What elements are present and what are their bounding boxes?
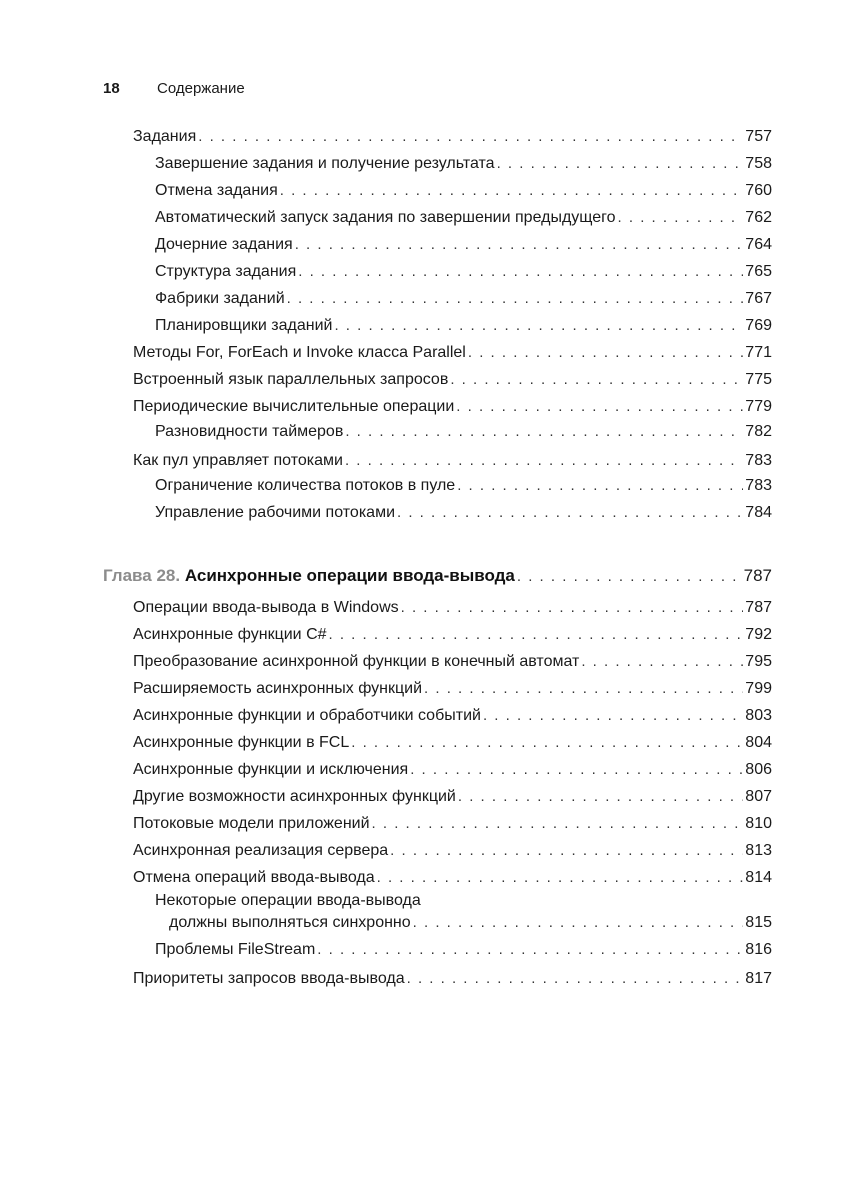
dot-leader [413,912,744,934]
toc-entry[interactable] [155,315,772,337]
toc-entry[interactable] [155,153,772,175]
toc-entry-title: Задания [133,128,197,145]
toc-entry[interactable] [133,732,772,754]
dot-leader [334,315,743,337]
toc-entry-title: Проблемы FileStream [155,941,316,958]
toc-entry-page: 813 [745,842,772,859]
dot-leader [618,207,744,229]
toc-entry-page: 760 [745,182,772,199]
running-title: Содержание [157,80,245,97]
toc-entry-title: Асинхронные функции и исключения [133,761,409,778]
toc-entry-title: Потоковые модели приложений [133,815,370,832]
toc-entry[interactable] [133,651,772,673]
toc-entry[interactable] [133,786,772,808]
toc-entry-title: Дочерние задания [155,236,293,253]
toc-entry[interactable] [155,207,772,229]
toc-entry[interactable] [155,421,772,443]
toc-entry-title: Асинхронные функции и обработчики событий [133,707,481,724]
dot-leader [377,867,744,889]
toc-entry[interactable] [155,939,772,961]
toc-entry-page: 784 [745,504,772,521]
toc-entry-title: Отмена операций ввода-вывода [133,869,375,886]
toc-entry-title: Отмена задания [155,182,278,199]
toc-entry-page: 806 [745,761,772,778]
toc-entry-title: Методы For, ForEach и Invoke класса Parallel [133,344,466,361]
toc-entry-page: 783 [745,477,772,494]
dot-leader [458,786,743,808]
toc-entry-page: 807 [745,788,772,805]
chapter-label: Глава 28. [103,566,181,585]
dot-leader [198,126,743,148]
toc-entry[interactable] [133,126,772,148]
dot-leader [390,840,743,862]
page-header [103,80,245,97]
toc-entry-title: Как пул управляет потоками [133,452,343,469]
chapter-page: 787 [743,566,772,585]
toc-entry[interactable] [133,597,772,619]
chapter-title: Асинхронные операции ввода-вывода [184,566,515,585]
toc-entry-title: Завершение задания и получение результата [155,155,495,172]
toc-entry-page: 758 [745,155,772,172]
toc-entry[interactable] [155,502,772,524]
toc-entry[interactable] [133,813,772,835]
toc-entry-title: Асинхронная реализация сервера [133,842,389,859]
toc-entry-title: Приоритеты запросов ввода-вывода [133,970,405,987]
toc-entry-page: 764 [745,236,772,253]
toc-entry-title: Асинхронные функции в FCL [133,734,350,751]
toc-entry[interactable] [133,840,772,862]
toc-entry-page: 757 [745,128,772,145]
toc-entry-title: Структура задания [155,263,297,280]
toc-entry-title: Преобразование асинхронной функции в конечный автомат [133,653,580,670]
dot-leader [372,813,744,835]
toc-entry[interactable] [133,678,772,700]
toc-entry-page: 795 [745,653,772,670]
toc-entry[interactable] [133,450,772,472]
dot-leader [401,597,744,619]
dot-leader [345,421,743,443]
toc-entry[interactable] [133,624,772,646]
dot-leader [345,450,743,472]
toc-entry-page: 775 [745,371,772,388]
dot-leader [450,369,743,391]
dot-leader [457,475,743,497]
toc-entry-title: Управление рабочими потоками [155,504,395,521]
page-number: 18 [103,80,120,97]
dot-leader [497,153,744,175]
dot-leader [424,678,743,700]
toc-entry-page: 779 [745,398,772,415]
toc-entry[interactable] [155,261,772,283]
toc-entry-page: 771 [745,344,772,361]
toc-entry-title: Асинхронные функции C# [133,626,327,643]
toc-entry[interactable] [155,234,772,256]
toc-entry-title: Разновидности таймеров [155,423,344,440]
toc-entry-page: 803 [745,707,772,724]
toc-entry[interactable] [133,396,772,418]
dot-leader [397,502,743,524]
dot-leader [280,180,744,202]
toc-entry-page: 787 [745,599,772,616]
toc-entry-title: Автоматический запуск задания по завершении предыдущего [155,209,616,226]
toc-entry[interactable] [133,342,772,364]
toc-entry-title: Расширяемость асинхронных функций [133,680,423,697]
toc-entry-title: Другие возможности асинхронных функций [133,788,456,805]
dot-leader [410,759,743,781]
toc-entry[interactable] [133,705,772,727]
toc-entry-title: Ограничение количества потоков в пуле [155,477,456,494]
toc-entry-page: 810 [745,815,772,832]
chapter-heading[interactable] [103,565,772,588]
toc-entry-page: 783 [745,452,772,469]
toc-entry-page: 814 [745,869,772,886]
dot-leader [483,705,743,727]
toc-entry-title: Операции ввода-вывода в Windows [133,599,399,616]
toc-entry-page: 769 [745,317,772,334]
toc-entry[interactable] [155,475,772,497]
dot-leader [295,234,744,256]
dot-leader [517,566,742,588]
dot-leader [287,288,744,310]
toc-entry-page: 765 [745,263,772,280]
toc-entry-title: Встроенный язык параллельных запросов [133,371,449,388]
toc-entry-title: должны выполняться синхронно [169,914,411,931]
dot-leader [329,624,744,646]
dot-leader [351,732,743,754]
toc-entry[interactable] [133,867,772,889]
chapter-heading-title [103,565,515,587]
toc-entry-page: 767 [745,290,772,307]
dot-leader [456,396,743,418]
toc-entry-page: 792 [745,626,772,643]
toc-entry[interactable] [133,759,772,781]
toc-entry-page: 782 [745,423,772,440]
dot-leader [298,261,743,283]
toc-entry-page: 799 [745,680,772,697]
toc-entry-page: 762 [745,209,772,226]
dot-leader [581,651,743,673]
toc-entry-page: 816 [745,941,772,958]
toc-entry-title-line1: Некоторые операции ввода-вывода [155,892,421,909]
toc-entry[interactable] [133,968,772,990]
toc-entry-page: 817 [745,970,772,987]
toc-entry[interactable] [155,912,772,934]
toc-entry-title: Фабрики заданий [155,290,285,307]
toc-entry[interactable] [155,288,772,310]
dot-leader [407,968,744,990]
toc-entry[interactable] [133,369,772,391]
toc-entry-title: Планировщики заданий [155,317,333,334]
toc-entry-page: 815 [745,914,772,931]
toc-entry-title: Периодические вычислительные операции [133,398,455,415]
dot-leader [317,939,743,961]
dot-leader [468,342,743,364]
toc-entry[interactable] [155,180,772,202]
toc-entry-page: 804 [745,734,772,751]
